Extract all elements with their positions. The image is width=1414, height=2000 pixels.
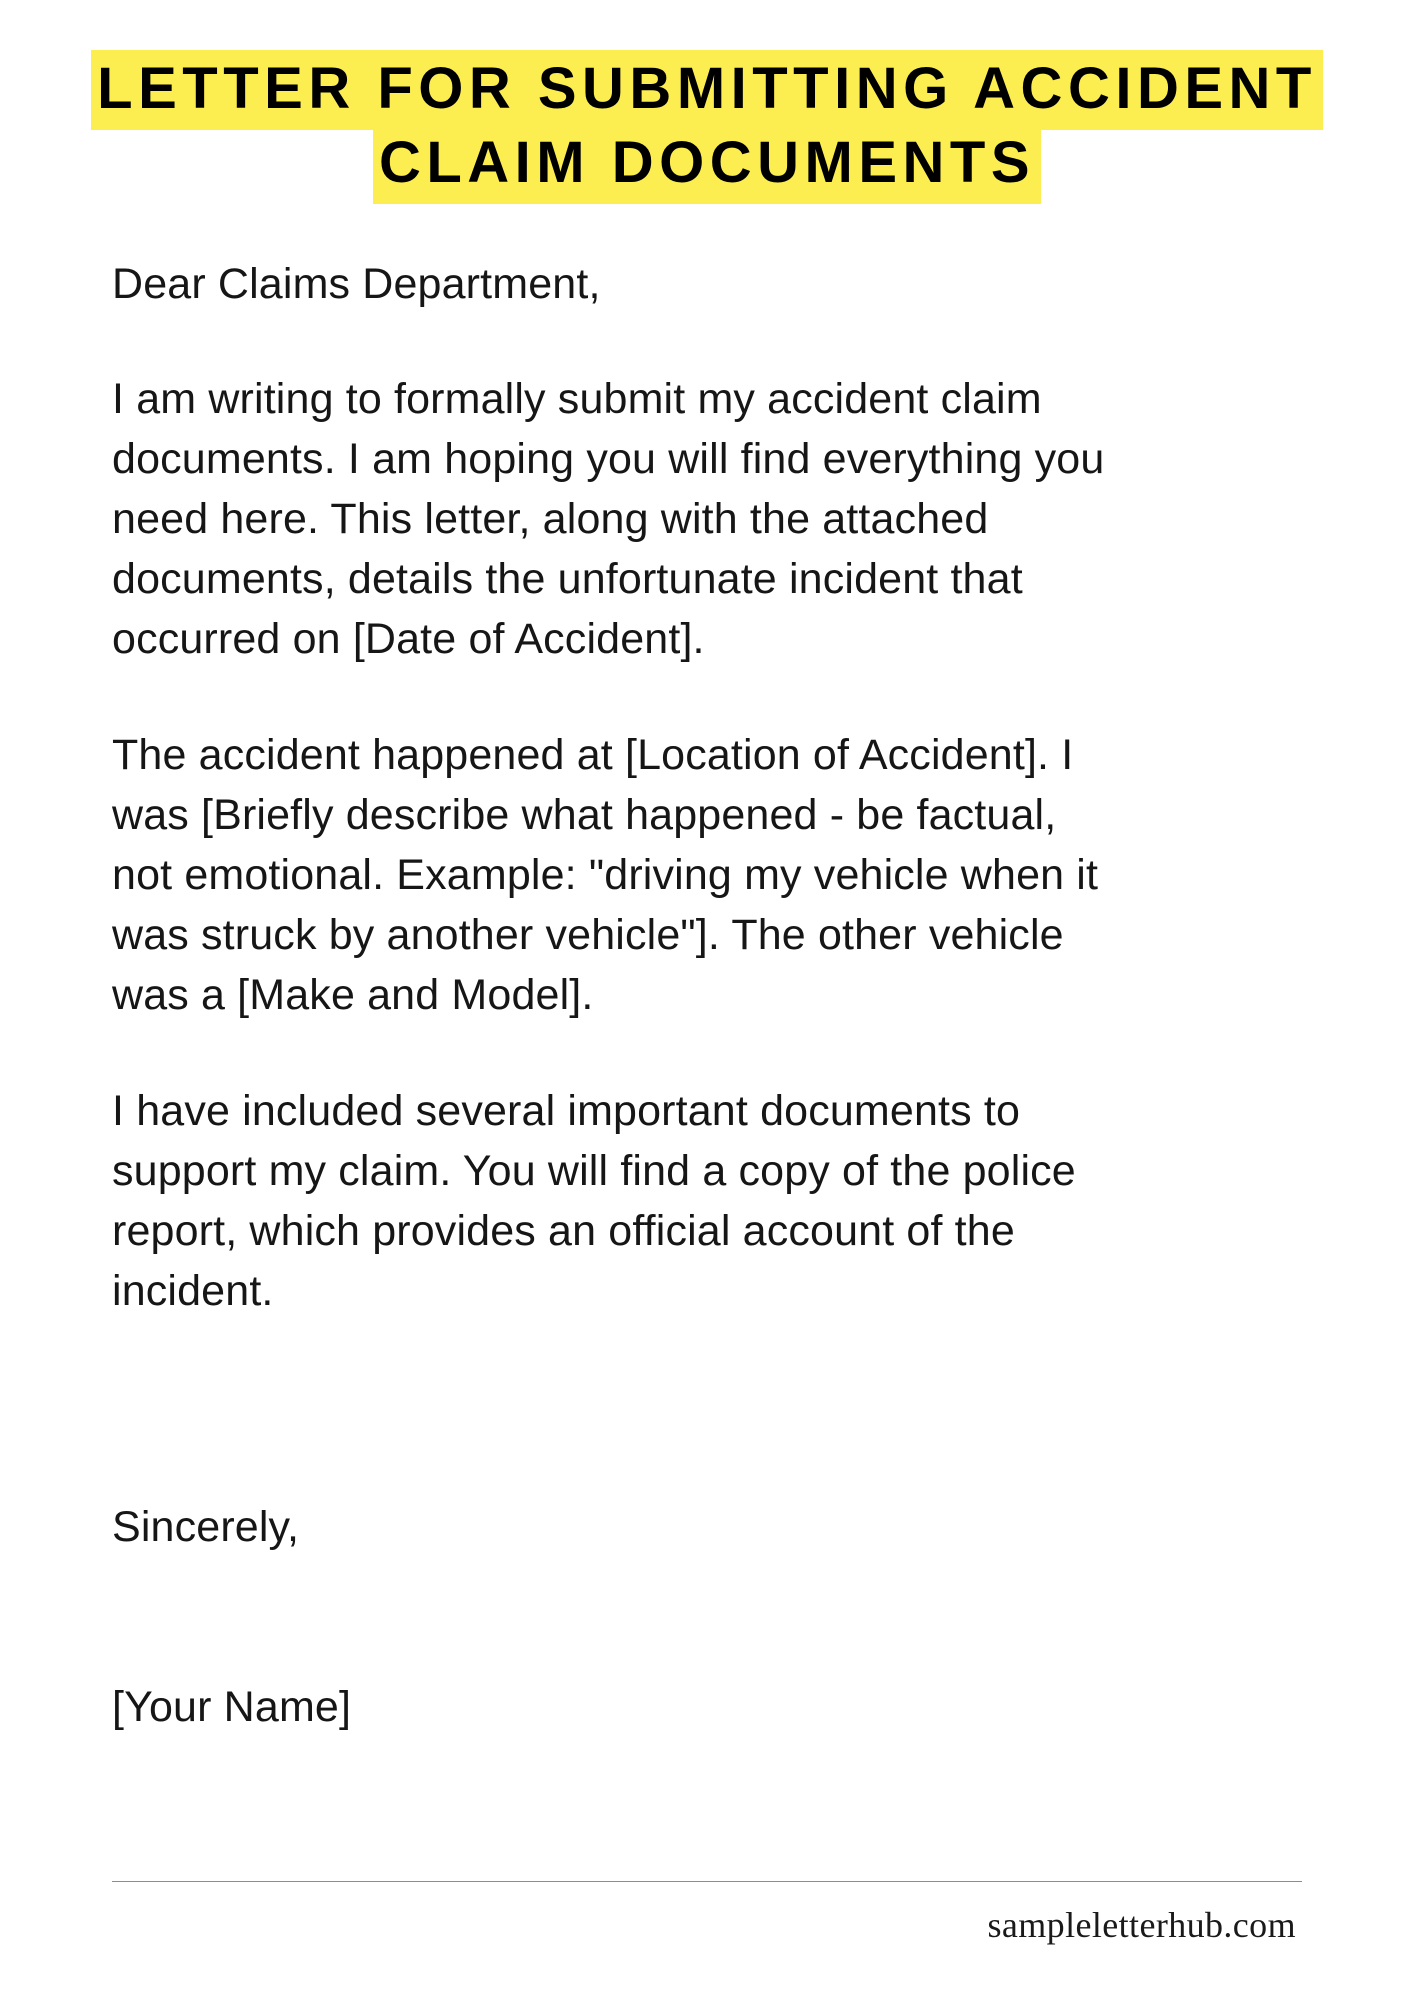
body-paragraph-1: I am writing to formally submit my accident claim documents. I am hoping you will find everything you need here. This letter, along with the attached documents, details the unfortunate incident that occurred on [Date of Accident]. <box>112 375 1117 664</box>
title-wrap <box>52 52 1362 200</box>
footer-site-name: sampleletterhub.com <box>987 1905 1296 1945</box>
salutation: Dear Claims Department, <box>112 260 601 309</box>
signature-name: [Your Name] <box>112 1683 352 1732</box>
letter-body <box>0 200 1414 1857</box>
page-footer <box>112 1881 1302 1946</box>
footer-divider <box>112 1881 1302 1882</box>
document-title-block <box>0 0 1414 200</box>
page-title-line-1: LETTER FOR SUBMITTING ACCIDENT <box>91 50 1323 130</box>
body-paragraph-2: The accident happened at [Location of Accident]. I was [Briefly describe what happened - be factual, not emotional. Example: "driving my vehicle when it was struck by another vehicle"]. The other vehicle was a [Make and Model]. <box>112 731 1111 1020</box>
page-title-line-2: CLAIM DOCUMENTS <box>373 124 1041 204</box>
closing-block <box>112 1377 1112 1857</box>
body-paragraph-3: I have included several important documents to support my claim. You will find a copy of the police report, which provides an official account of the incident. <box>112 1087 1088 1316</box>
valediction: Sincerely, <box>112 1503 300 1552</box>
